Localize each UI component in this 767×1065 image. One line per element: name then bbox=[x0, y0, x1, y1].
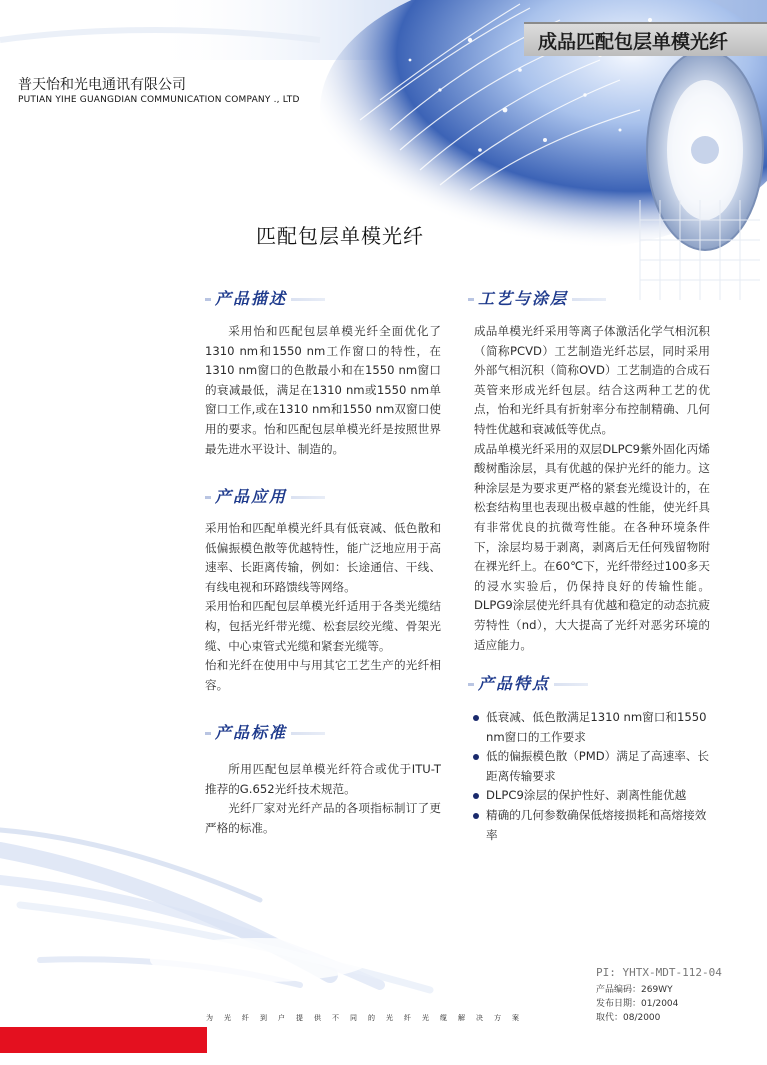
doc-pi: PI: YHTX-MDT-112-04 bbox=[596, 966, 722, 979]
list-item: 精确的几何参数确保低熔接损耗和高熔接效率 bbox=[472, 806, 712, 845]
process-block bbox=[474, 322, 710, 655]
list-item: 低的偏振模色散（PMD）满足了高速率、长距离传输要求 bbox=[472, 747, 712, 786]
section-heading-description bbox=[205, 288, 330, 310]
description-text: 采用怡和匹配包层单模光纤全面优化了1310 nm和1550 nm工作窗口的特性，在1310 nm窗口的色散最小和在1550 nm窗口的衰减最低，满足在1310 nm或1550 nm单窗口工作,或在1310 nm和1550 nm双窗口使用的要求。怡和匹配包层单模光纤是按照世界最先进水平设计、制造的。 bbox=[205, 324, 441, 456]
heading-label: 产品描述 bbox=[211, 288, 291, 310]
application-block bbox=[205, 519, 441, 695]
process-text-2: 成品单模光纤采用的双层DLPC9紫外固化丙烯酸树酯涂层，具有优越的保护光纤的能力。这种涂层是为要求更严格的紧套光缆设计的，在松套结构里也表现出极卓越的性能，使光纤具有非常优良的抗微弯性能。在各种环境条件下，涂层均易于剥离，剥离后无任何残留物附在裸光纤上。在60℃下，光纤带经过100多天的浸水实验后，仍保持良好的传输性能。DLPG9涂层使光纤具有优越和稳定的动态抗疲劳特性（nd），大大提高了光纤对恶劣环境的适应能力。 bbox=[474, 441, 710, 652]
description-block bbox=[205, 322, 441, 459]
heading-label: 产品标准 bbox=[211, 722, 291, 744]
list-item: 低衰减、低色散满足1310 nm窗口和1550 nm窗口的工作要求 bbox=[472, 708, 712, 747]
application-text-3: 怡和光纤在使用中与用其它工艺生产的光纤相容。 bbox=[205, 658, 441, 692]
page-title: 匹配包层单模光纤 bbox=[256, 224, 424, 248]
footer-red-bar bbox=[0, 1027, 207, 1053]
application-text-1: 采用怡和匹配单模光纤具有低衰减、低色散和低偏振模色散等优越特性，能广泛地应用于高速率、长距离传输，例如：长途通信、干线、有线电视和环路馈线等网络。 bbox=[205, 521, 441, 594]
features-block bbox=[472, 708, 712, 845]
section-heading-process bbox=[468, 288, 608, 310]
section-heading-application bbox=[205, 486, 330, 508]
product-code: 产品编码：269WY bbox=[596, 985, 673, 995]
heading-label: 产品应用 bbox=[211, 486, 291, 508]
standard-block bbox=[205, 760, 441, 838]
banner-title: 成品匹配包层单模光纤 bbox=[538, 31, 729, 53]
release-date: 发布日期：01/2004 bbox=[596, 999, 679, 1009]
standard-text-2: 光纤厂家对光纤产品的各项指标制订了更严格的标准。 bbox=[205, 801, 441, 835]
header-banner bbox=[524, 22, 767, 56]
company-name-en: PUTIAN YIHE GUANGDIAN COMMUNICATION COMPANY ., LTD bbox=[18, 95, 300, 105]
list-item: DLPC9涂层的保护性好、剥离性能优越 bbox=[472, 786, 712, 806]
section-heading-standard bbox=[205, 722, 330, 744]
heading-label: 产品特点 bbox=[474, 673, 554, 695]
section-heading-features bbox=[468, 673, 593, 695]
standard-text-1: 所用匹配包层单模光纤符合或优于ITU-T推荐的G.652光纤技术规范。 bbox=[205, 762, 441, 796]
process-text-1: 成品单模光纤采用等离子体激活化学气相沉积（简称PCVD）工艺制造光纤芯层，同时采用外部气相沉积（简称OVD）工艺制造的合成石英管来形成光纤包层。结合这两种工艺的优点，怡和光纤具有折射率分布控制精确、几何特性优越和衰减低等优点。 bbox=[474, 324, 710, 436]
footer-slogan: 为光纤到户提供不同的光纤光缆解决方案 bbox=[206, 1014, 530, 1022]
replaces-date: 取代：08/2000 bbox=[596, 1013, 661, 1023]
heading-label: 工艺与涂层 bbox=[474, 288, 572, 310]
features-list bbox=[472, 708, 712, 845]
application-text-2: 采用怡和匹配包层单模光纤适用于各类光缆结构，包括光纤带光缆、松套层绞光缆、骨架光缆、中心束管式光缆和紧套光缆等。 bbox=[205, 599, 441, 653]
company-name-cn: 普天怡和光电通讯有限公司 bbox=[18, 77, 186, 93]
